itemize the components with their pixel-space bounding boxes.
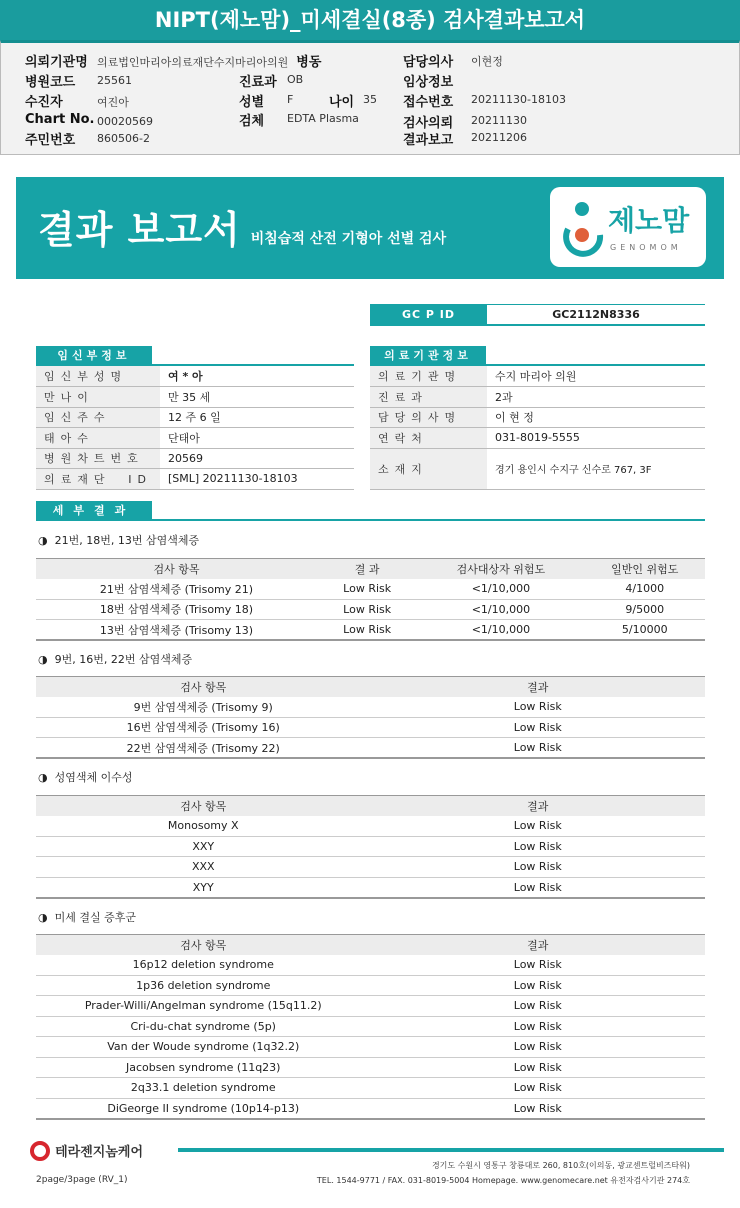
table-cell: XXY xyxy=(36,836,371,857)
table-cell: Prader-Willi/Angelman syndrome (15q11.2) xyxy=(36,996,371,1017)
request-label: 검사의뢰 xyxy=(403,116,454,131)
table-cell: 18번 삼염색체증 (Trisomy 18) xyxy=(36,599,317,620)
table-cell: 13번 삼염색체증 (Trisomy 13) xyxy=(36,620,317,641)
report-value: 20211206 xyxy=(471,131,527,144)
info-value: 12 주 6 일 xyxy=(160,407,354,428)
info-row xyxy=(36,428,354,449)
table-row xyxy=(36,579,705,600)
table-row xyxy=(36,620,705,641)
table-row xyxy=(36,697,705,718)
table-row xyxy=(36,877,705,898)
table-cell: 22번 삼염색체증 (Trisomy 22) xyxy=(36,738,371,759)
info-row xyxy=(36,469,354,490)
report-title: 결과 보고서 xyxy=(38,208,241,252)
gcpid-value: GC2112N8336 xyxy=(552,308,640,321)
table-cell: Low Risk xyxy=(317,579,417,600)
specimen-label: 검체 xyxy=(239,114,265,129)
patient-value: 여진아 xyxy=(97,96,129,109)
section-title xyxy=(38,532,199,548)
table-cell: Low Risk xyxy=(371,955,706,976)
table-cell: <1/10,000 xyxy=(417,599,584,620)
request-value: 20211130 xyxy=(471,114,527,127)
table-cell: 9/5000 xyxy=(585,599,705,620)
table-header xyxy=(36,559,705,579)
order-info-panel xyxy=(0,40,740,155)
table-cell: 1p36 deletion syndrome xyxy=(36,975,371,996)
half-circle-icon: ◑ xyxy=(38,911,48,924)
patient-label: 수진자 xyxy=(25,95,63,110)
window-title: NIPT(제노맘)_미세결실(8종) 검사결과보고서 xyxy=(0,0,740,40)
info-row xyxy=(36,366,354,387)
column-header: 일반인 위험도 xyxy=(585,559,705,579)
table-row xyxy=(36,1057,705,1078)
info-label: 만나이 xyxy=(36,387,160,408)
table-cell: Low Risk xyxy=(371,738,706,759)
info-value: 만 35 세 xyxy=(160,387,354,408)
logo-text-kr: 제노맘 xyxy=(608,204,690,237)
sex-value: F xyxy=(287,93,294,106)
table-row xyxy=(36,1037,705,1058)
table-cell: Monosomy X xyxy=(36,816,371,837)
table-cell: Low Risk xyxy=(371,697,706,718)
report-banner xyxy=(16,177,724,279)
table-row xyxy=(36,738,705,759)
sex-label: 성별 xyxy=(239,95,265,110)
table-cell: Low Risk xyxy=(371,996,706,1017)
info-row xyxy=(370,387,705,408)
table-cell: Low Risk xyxy=(371,836,706,857)
info-label: 담당의사명 xyxy=(370,407,487,428)
table-cell: Low Risk xyxy=(371,975,706,996)
table-cell: 16p12 deletion syndrome xyxy=(36,955,371,976)
dept-label: 진료과 xyxy=(239,75,277,90)
table-cell: Jacobsen syndrome (11q23) xyxy=(36,1057,371,1078)
table-cell: DiGeorge II syndrome (10p14-p13) xyxy=(36,1098,371,1119)
table-cell: Low Risk xyxy=(317,599,417,620)
rrn-label: 주민번호 xyxy=(25,133,76,148)
info-value: 경기 용인시 수지구 신수로 767, 3F xyxy=(487,448,705,489)
table-row xyxy=(36,836,705,857)
report-label: 결과보고 xyxy=(403,133,454,148)
table-cell: Low Risk xyxy=(317,620,417,641)
info-row xyxy=(370,366,705,387)
pregnant-info-header: 임신부정보 xyxy=(36,346,152,365)
section-title-text: 미세 결실 증후군 xyxy=(54,911,136,924)
table-cell: Van der Woude syndrome (1q32.2) xyxy=(36,1037,371,1058)
table-row xyxy=(36,599,705,620)
column-header: 검사대상자 위험도 xyxy=(417,559,584,579)
clinical-label: 임상정보 xyxy=(403,75,454,90)
logo-text-en: GENOMOM xyxy=(610,243,682,252)
table-cell: Low Risk xyxy=(371,857,706,878)
info-value: 2과 xyxy=(487,387,705,408)
info-label: 의료재단 ID xyxy=(36,469,160,490)
table-row xyxy=(36,975,705,996)
table-cell: Low Risk xyxy=(371,1078,706,1099)
divider xyxy=(370,324,705,326)
hospital-info-table xyxy=(370,366,705,490)
column-header: 결 과 xyxy=(317,559,417,579)
info-label: 소재지 xyxy=(370,448,487,489)
section-title xyxy=(38,769,133,785)
table-cell: 16번 삼염색체증 (Trisomy 16) xyxy=(36,717,371,738)
table-row xyxy=(36,955,705,976)
half-circle-icon: ◑ xyxy=(38,653,48,666)
footer-bar xyxy=(178,1148,724,1152)
table-cell: 5/10000 xyxy=(585,620,705,641)
table-cell: 2q33.1 deletion syndrome xyxy=(36,1078,371,1099)
footer-contact: TEL. 1544-9771 / FAX. 031-8019-5004 Homepage. www.genomecare.net 유전자검사기관 274호 xyxy=(316,1176,690,1185)
code-label: 병원코드 xyxy=(25,75,76,90)
column-header: 결과 xyxy=(371,796,706,816)
inst-row xyxy=(25,51,321,70)
section-title xyxy=(38,909,136,925)
table-cell: XXX xyxy=(36,857,371,878)
table-row xyxy=(36,816,705,837)
column-header: 검사 항목 xyxy=(36,559,317,579)
table-row xyxy=(36,1098,705,1119)
company-logo-icon xyxy=(30,1141,50,1161)
info-row xyxy=(36,407,354,428)
inst-value: 의료법인마리아의료재단수지마리아의원 xyxy=(97,56,289,69)
results-table xyxy=(36,795,705,899)
info-label: 진료과 xyxy=(370,387,487,408)
ward-label: 병동 xyxy=(296,55,322,70)
info-value: 여 * 아 xyxy=(160,366,354,387)
section-title-text: 21번, 18번, 13번 삼염색체증 xyxy=(54,534,200,547)
age-value: 35 xyxy=(363,93,377,106)
chart-value: 00020569 xyxy=(97,115,153,128)
report-subtitle: 비침습적 산전 기형아 선별 검사 xyxy=(250,231,447,247)
table-cell: <1/10,000 xyxy=(417,579,584,600)
footer-address: 경기도 수원시 영통구 창룡대로 260, 810호(이의동, 광교센트럴비즈타워) xyxy=(431,1161,690,1170)
info-value: 20569 xyxy=(160,448,354,469)
dept-value: OB xyxy=(287,73,304,86)
table-cell: Low Risk xyxy=(371,1098,706,1119)
table-header xyxy=(36,796,705,816)
info-value: [SML] 20211130-18103 xyxy=(160,469,354,490)
table-row xyxy=(36,1016,705,1037)
section-title xyxy=(38,651,192,667)
age-label: 나이 xyxy=(329,95,355,110)
table-cell: Low Risk xyxy=(371,1016,706,1037)
doctor-label: 담당의사 xyxy=(403,55,454,70)
doctor-value: 이현정 xyxy=(471,55,503,68)
company-logo xyxy=(30,1140,143,1161)
table-cell: XYY xyxy=(36,877,371,898)
results-table xyxy=(36,676,705,759)
divider xyxy=(36,519,705,521)
table-cell: Low Risk xyxy=(371,877,706,898)
table-row xyxy=(36,1078,705,1099)
table-cell: Low Risk xyxy=(371,1037,706,1058)
code-value: 25561 xyxy=(97,74,132,87)
receipt-label: 접수번호 xyxy=(403,95,454,110)
info-row xyxy=(370,448,705,489)
table-row xyxy=(36,717,705,738)
chart-label: Chart No. xyxy=(25,112,95,127)
info-row xyxy=(370,407,705,428)
mother-icon xyxy=(560,199,610,259)
column-header: 검사 항목 xyxy=(36,796,371,816)
hospital-info-header: 의료기관정보 xyxy=(370,346,486,365)
table-header xyxy=(36,935,705,955)
table-cell: <1/10,000 xyxy=(417,620,584,641)
results-table xyxy=(36,934,705,1120)
receipt-value: 20211130-18103 xyxy=(471,93,566,106)
banner-title-row xyxy=(38,199,446,254)
table-cell: Low Risk xyxy=(371,1057,706,1078)
pregnant-info-table xyxy=(36,366,354,490)
rrn-value: 860506-2 xyxy=(97,132,150,145)
info-label: 임신부성명 xyxy=(36,366,160,387)
half-circle-icon: ◑ xyxy=(38,771,48,784)
table-cell: Low Risk xyxy=(371,717,706,738)
table-cell: 4/1000 xyxy=(585,579,705,600)
table-cell: 9번 삼염색체증 (Trisomy 9) xyxy=(36,697,371,718)
column-header: 검사 항목 xyxy=(36,677,371,697)
info-value: 이 현 정 xyxy=(487,407,705,428)
detail-results-header: 세부결과 xyxy=(36,501,152,520)
inst-label: 의뢰기관명 xyxy=(25,55,88,70)
column-header: 결과 xyxy=(371,677,706,697)
info-label: 태아수 xyxy=(36,428,160,449)
table-header xyxy=(36,677,705,697)
info-label: 임신주수 xyxy=(36,407,160,428)
table-row xyxy=(36,996,705,1017)
info-value: 단태아 xyxy=(160,428,354,449)
section-title-text: 성염색체 이수성 xyxy=(54,771,133,784)
table-cell: Low Risk xyxy=(371,816,706,837)
info-row xyxy=(370,428,705,449)
info-label: 연락처 xyxy=(370,428,487,449)
table-row xyxy=(36,857,705,878)
table-cell: 21번 삼염색체증 (Trisomy 21) xyxy=(36,579,317,600)
column-header: 결과 xyxy=(371,935,706,955)
info-value: 수지 마리아 의원 xyxy=(487,366,705,387)
info-label: 의료기관명 xyxy=(370,366,487,387)
info-label: 병원차트번호 xyxy=(36,448,160,469)
page-number: 2page/3page (RV_1) xyxy=(36,1175,128,1185)
section-title-text: 9번, 16번, 22번 삼염색체증 xyxy=(54,653,193,666)
info-row xyxy=(36,387,354,408)
specimen-value: EDTA Plasma xyxy=(287,112,359,125)
column-header: 검사 항목 xyxy=(36,935,371,955)
results-table xyxy=(36,558,705,641)
half-circle-icon: ◑ xyxy=(38,534,48,547)
table-cell: Cri-du-chat syndrome (5p) xyxy=(36,1016,371,1037)
gcpid-label: GC P ID xyxy=(370,305,487,325)
company-name: 테라젠지놈케어 xyxy=(55,1145,143,1160)
info-value: 031-8019-5555 xyxy=(487,428,705,449)
info-row xyxy=(36,448,354,469)
genomom-logo xyxy=(550,187,706,267)
